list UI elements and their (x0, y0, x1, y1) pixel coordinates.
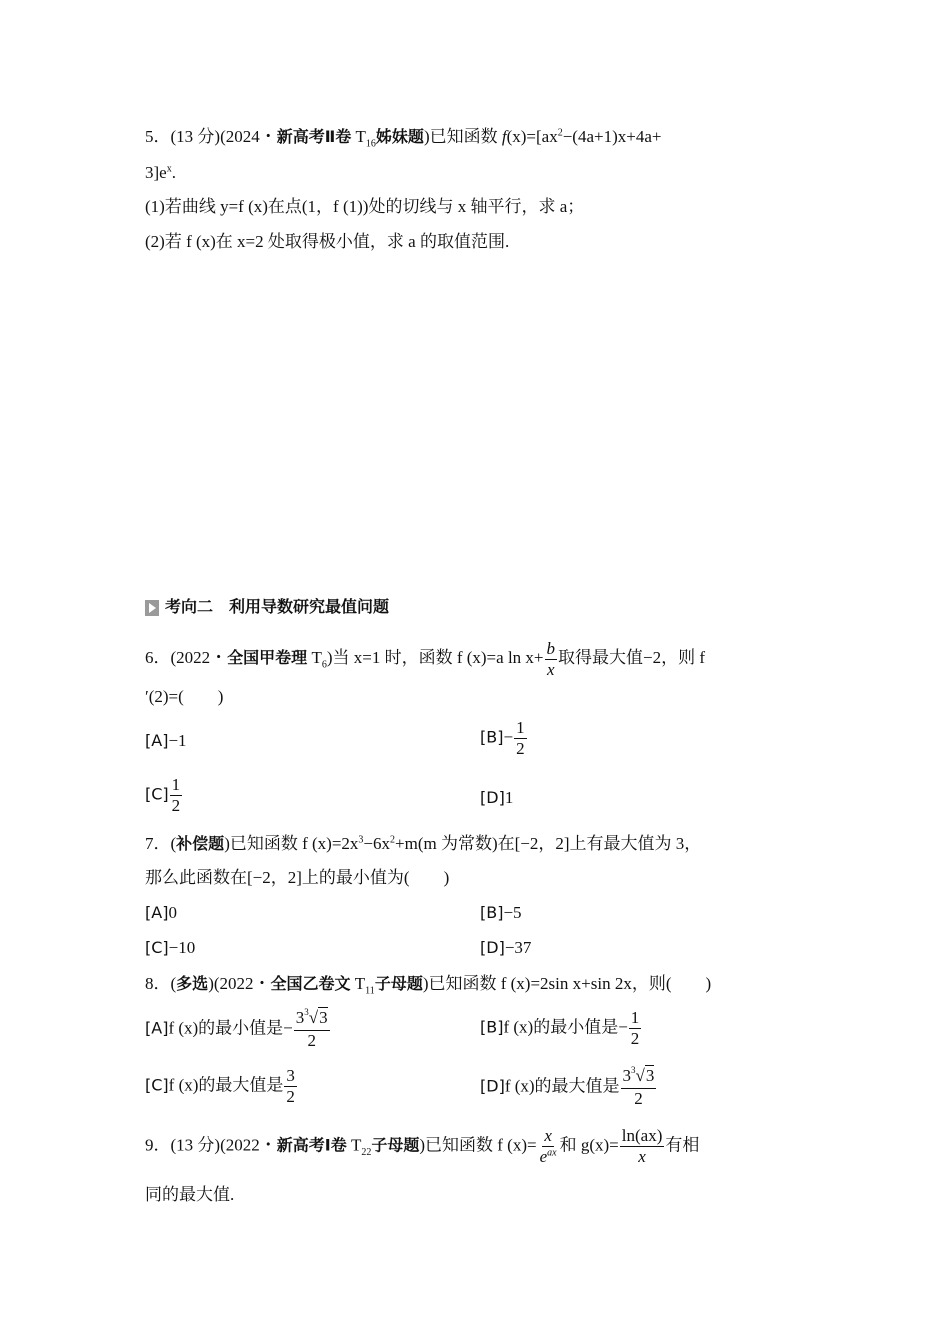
q6-option-b[interactable]: [B]− $\frac{1}{2}$ (480, 718, 525, 758)
q9-fraction-f: $\frac{x}{e^{ax}}$ (539, 1126, 557, 1166)
q5-part-1: (1)若曲线 y=f (x)在点(1，f (1))处的切线与 x 轴平行，求 a； (145, 197, 585, 216)
section-heading: 考向二 利用导数研究最值问题 (145, 594, 389, 617)
q8-option-b[interactable]: [B]f (x)的最小值是− $\frac{1}{2}$ (480, 1008, 640, 1048)
play-icon (145, 600, 159, 616)
q8-option-c[interactable]: [C]f (x)的最大值是 $\frac{3}{2}$ (145, 1066, 295, 1106)
q6-fraction: $\frac{b}{x}$ (546, 638, 556, 679)
q6-option-a[interactable]: [A]−1 (145, 731, 187, 750)
q7-option-b[interactable]: [B]−5 (480, 903, 522, 922)
q6-line-1: 6．(2022・全国甲卷理 $T_6$)当 x=1 时，函数 f (x)=a ln x+ $\frac{b}{x}$ 取得最大值−2，则 f (145, 638, 706, 679)
q9-line-1: 9．(13 分)(2022・新高考Ⅰ卷 $T_{22}$子母题)已知函数 f (x)= $\frac{x}{e^{ax}}$ 和 g(x)= $\frac{\ln(ax)}{x}$ 有相 (145, 1126, 700, 1166)
q6-line-2: ′(2)=( ) (145, 687, 224, 706)
q6-option-d[interactable]: [D]1 (480, 788, 514, 807)
q9-fraction-g: $\frac{\ln(ax)}{x}$ (621, 1126, 663, 1166)
q9-line-2: 同的最大值. (145, 1185, 235, 1204)
q7-option-d[interactable]: [D]−37 (480, 938, 532, 957)
q5-part-2: (2)若 f (x)在 x=2 处取得极小值，求 a 的取值范围. (145, 232, 510, 251)
q8-option-a[interactable]: [A]f (x)的最小值是− $\frac{3^3√3}{2}$ (145, 1007, 328, 1050)
q7-option-a[interactable]: [A]0 (145, 903, 177, 922)
q6-option-c[interactable]: [C] $\frac{1}{2}$ (145, 775, 181, 815)
q5-line-2: $3]e^x$. (145, 163, 176, 182)
q7-line-1: 7．(补偿题)已知函数 f $(x)=2x^3-6x^2+m(m$ 为常数)在[−2，2]上有最大值为 3， (145, 834, 702, 853)
q8-line-1: 8．(多选)(2022・全国乙卷文 $T_{11}$子母题)已知函数 f (x)=2sin x+sin 2x，则( ) (145, 974, 712, 997)
q7-line-2: 那么此函数在[−2，2]上的最小值为( ) (145, 868, 450, 887)
q7-option-c[interactable]: [C]−10 (145, 938, 196, 957)
q5-line-1: 5．(13 分)(2024・新高考Ⅱ卷 $T_{16}$姊妹题)已知函数 $f(x)=[ax^2-(4a+1)x+4a+$ (145, 127, 662, 150)
q8-option-d[interactable]: [D]f (x)的最大值是 $\frac{3^3√3}{2}$ (480, 1065, 655, 1108)
